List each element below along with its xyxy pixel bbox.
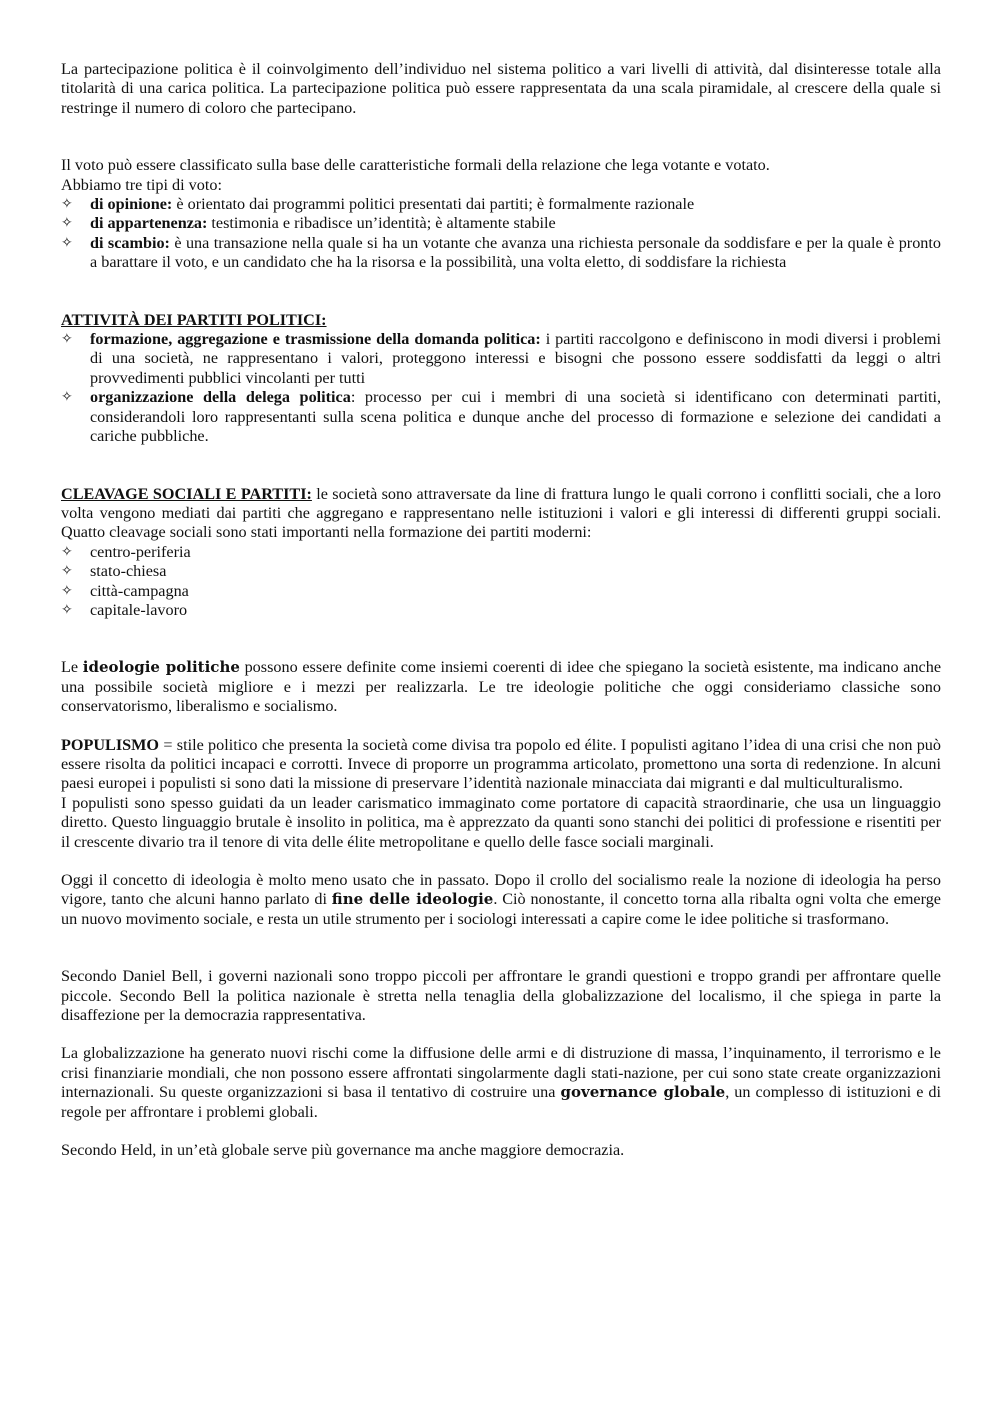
list-term: di scambio: — [90, 233, 170, 252]
list-item — [61, 601, 941, 620]
heading-cleavage: CLEAVAGE SOCIALI E PARTITI: — [61, 484, 312, 503]
fine-post: . Ciò nonostante, il concetto torna alla ribalta ogni volta che emerge un nuovo movimento sociale, e resta un utile strumento per i sociologi interessati a capire come le idee politiche si trasformano. — [61, 890, 941, 928]
ideologie-post: possono essere definite come insiemi coerenti di idee che spiegano la società esistente, ma indicano anche una possibile società migliore e i mezzi per realizzarla. Le tre ideologie politiche che oggi consideriamo classiche sono conservatorismo, liberalismo e socialismo. — [61, 658, 941, 716]
star-bullet-icon: ✧ — [61, 563, 73, 580]
star-bullet-icon: ✧ — [61, 331, 73, 348]
star-bullet-icon: ✧ — [61, 215, 73, 232]
paragraph-ideologie — [61, 658, 941, 716]
star-bullet-icon: ✧ — [61, 582, 73, 599]
list-text: stato-chiesa — [90, 562, 167, 581]
paragraph-bell: Secondo Daniel Bell, i governi nazionali sono troppo piccoli per affrontare le grandi questioni e troppo grandi per affrontare quelle piccole. Secondo Bell la politica nazionale è stretta nella tenaglia della globalizzazione del localismo, il che spiega in parte la disaffezione per la democrazia rappresentativa. — [61, 967, 941, 1025]
list-text: è una transazione nella quale si ha un votante che avanza una richiesta personale da soddisfare e per la quale è pronto a barattare il voto, e un candidato che ha la risorsa e la possibilità, una volta eletto, di soddisfare la richiesta — [90, 233, 941, 272]
glob-post: , un complesso di istituzioni e di regole per affrontare i problemi globali. — [61, 1083, 941, 1121]
list-text: i partiti raccolgono e definiscono in modi diversi i problemi di una società, ne rappresentano i valori, proteggono interessi e bisogni che possono essere soddisfatti da leggi o altri provvedimenti pubblici vincolanti per tutti — [90, 330, 941, 387]
list-text: : processo per cui i membri di una società si identificano con determinati partiti, considerandoli loro rappresentanti sulla scena politica e dunque anche del processo di formazione e selezione dei candidati a cariche pubbliche. — [90, 388, 942, 446]
star-bullet-icon: ✧ — [61, 196, 73, 213]
governance-globale-term: governance globale — [560, 1083, 726, 1102]
list-term: di appartenenza: — [90, 214, 208, 233]
list-text: è orientato dai programmi politici presentati dai partiti; è formalmente razionale — [172, 195, 695, 214]
paragraph-globalizzazione — [61, 1044, 941, 1122]
list-item — [61, 195, 941, 214]
heading-attivita: ATTIVITÀ DEI PARTITI POLITICI: — [61, 310, 327, 329]
voto-intro-2: Abbiamo tre tipi di voto: — [61, 175, 222, 194]
list-item — [61, 330, 941, 388]
list-text: capitale-lavoro — [90, 600, 188, 619]
voto-intro-1: Il voto può essere classificato sulla base delle caratteristiche formali della relazione che lega votante e votato. — [61, 156, 770, 175]
list-item — [61, 582, 941, 601]
list-text: centro-periferia — [90, 542, 191, 561]
fine-pre: Oggi il concetto di ideologia è molto meno usato che in passato. Dopo il crollo del socialismo reale la nozione di ideologia ha perso vigore, tanto che alcuni hanno parlato di — [61, 871, 941, 909]
star-bullet-icon: ✧ — [61, 234, 73, 251]
cleavage-text: le società sono attraversate da line di frattura lungo le quali corrono i conflitti sociali, che a loro volta vengono mediati dai partiti che aggregano e rappresentano nelle istituzioni i valori e gli interessi di differenti gruppi sociali. Quatto cleavage sociali sono stati importanti nella formazione dei partiti moderni: — [61, 484, 941, 542]
cleavage-list — [61, 543, 941, 621]
list-term: formazione, aggregazione e trasmissione della domanda politica: — [90, 330, 541, 349]
list-item — [61, 543, 941, 562]
paragraph-partecipazione: La partecipazione politica è il coinvolgimento dell’individuo nel sistema politico a vari livelli di attività, dal disinteresse totale alla titolarità di una carica politica. La partecipazione politica può essere rappresentata da una scala piramidale, al crescere della quale si restringe il numero di coloro che partecipano. — [61, 60, 941, 117]
list-item — [61, 234, 941, 273]
populismo-term: POPULISMO — [61, 735, 160, 754]
populismo-text-1: = stile politico che presenta la società come divisa tra popolo ed élite. I populisti agitano l’idea di una crisi che non può essere risolta da politici incapaci e corrotti. Invece di proporre un programma articolato, promettono una sorta di redenzione. In alcuni paesi europei i populisti si sono dati la missione di preservare l’identità nazionale minacciata dai migranti e dal multiculturalismo. — [61, 735, 941, 793]
ideologie-pre: Le — [61, 658, 83, 677]
document-page — [61, 60, 941, 1160]
list-item — [61, 214, 941, 233]
list-item — [61, 388, 941, 446]
paragraph-populismo-2: I populisti sono spesso guidati da un leader carismatico immaginato come portatore di capacità straordinarie, che usa un linguaggio diretto. Questo linguaggio brutale è insolito in politica, ma è apprezzato da quanti sono stanchi dei politici di professione e risentiti per il crescente divario tra il tenore di vita delle élite metropolitane e quello delle fasce sociali marginali. — [61, 793, 941, 851]
star-bullet-icon: ✧ — [61, 543, 73, 560]
glob-pre: La globalizzazione ha generato nuovi rischi come la diffusione delle armi e di distruzione di massa, l’inquinamento, il terrorismo e le crisi finanziarie mondiali, che non possono essere affrontati singolarmente dagli stati-nazione, per cui sono state create organizzazioni internazionali. Su queste organizzazioni si basa il tentativo di costruire una — [61, 1044, 941, 1102]
paragraph-populismo-1 — [61, 736, 941, 794]
voto-list — [61, 195, 941, 273]
paragraph-cleavage — [61, 485, 941, 543]
list-item — [61, 562, 941, 581]
attivita-list — [61, 330, 941, 446]
paragraph-held: Secondo Held, in un’età globale serve più governance ma anche maggiore democrazia. — [61, 1141, 625, 1160]
star-bullet-icon: ✧ — [61, 389, 73, 406]
list-term: organizzazione della delega politica — [90, 388, 351, 407]
paragraph-fine-ideologie — [61, 871, 941, 929]
ideologie-term: ideologie politiche — [82, 658, 240, 677]
star-bullet-icon: ✧ — [61, 601, 73, 618]
fine-ideologie-term: fine delle ideologie — [331, 890, 494, 909]
list-text: città-campagna — [90, 581, 189, 600]
list-term: di opinione: — [90, 195, 173, 214]
list-text: testimonia e ribadisce un’identità; è altamente stabile — [207, 214, 556, 233]
